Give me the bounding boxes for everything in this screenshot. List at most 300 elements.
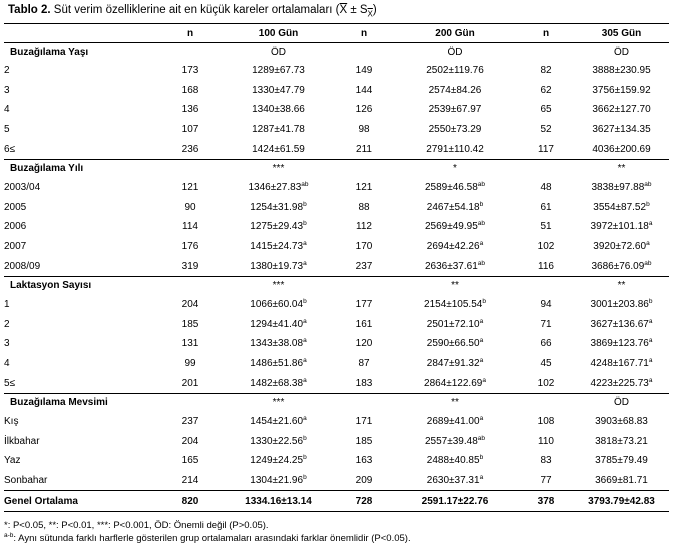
- count-cell: [336, 412, 392, 432]
- mean-cell-text: 1275±29.43: [250, 221, 304, 233]
- count-cell: [159, 471, 221, 491]
- group-letter: ab: [477, 434, 485, 442]
- table-row: [4, 256, 669, 276]
- mean-cell: [221, 139, 336, 159]
- table-row: [4, 412, 669, 432]
- group-letter: b: [479, 200, 484, 208]
- significance-cell-text: ÖD: [447, 46, 463, 58]
- mean-cell-text: 1486±51.86: [250, 358, 304, 370]
- section-header-row: [4, 43, 669, 62]
- count-cell-text: 161: [355, 318, 373, 330]
- count-cell: [518, 412, 574, 432]
- mean-cell: [574, 139, 669, 159]
- row-label-text: 2005: [4, 201, 27, 213]
- mean-cell: [221, 120, 336, 140]
- mean-cell-text: 2550±73.29: [428, 124, 482, 136]
- count-cell-text: 204: [181, 435, 199, 447]
- row-label: [4, 451, 159, 471]
- significance-cell-text: **: [451, 397, 459, 409]
- group-letter: a: [648, 220, 653, 228]
- mean-cell: [221, 373, 336, 393]
- count-cell-text: 237: [181, 416, 199, 428]
- header-cell: 305 Gün: [574, 24, 669, 43]
- count-cell: [159, 354, 221, 374]
- group-letter: b: [646, 200, 650, 208]
- empty-cell: [159, 159, 221, 178]
- count-cell: [336, 198, 392, 218]
- table-row: [4, 295, 669, 315]
- count-cell-text: 149: [355, 65, 373, 77]
- empty-cell: [518, 43, 574, 62]
- table-row: [4, 451, 669, 471]
- count-cell-text: 165: [181, 455, 199, 467]
- significance-cell: [392, 276, 518, 295]
- group-letter: b: [303, 434, 307, 442]
- significance-cell: [221, 276, 336, 295]
- count-cell-text: 185: [181, 318, 199, 330]
- row-label-text: 4: [4, 358, 10, 370]
- count-cell-text: 77: [540, 474, 552, 486]
- mean-cell: [574, 217, 669, 237]
- count-cell: [518, 451, 574, 471]
- count-cell: [518, 354, 574, 374]
- results-table-body: [4, 24, 669, 512]
- mean-cell: [392, 432, 518, 452]
- mean-cell: [392, 217, 518, 237]
- table-row: [4, 315, 669, 335]
- row-label-text: 2006: [4, 221, 27, 233]
- count-cell-text: 48: [540, 182, 552, 194]
- table-row: [4, 198, 669, 218]
- mean-cell-text: 1330±47.79: [252, 84, 305, 96]
- row-label-text: Sonbahar: [4, 474, 48, 486]
- count-cell-text: 820: [181, 495, 199, 507]
- letters-note-superscript: a-b: [4, 531, 14, 539]
- row-label-text: 3: [4, 338, 10, 350]
- mean-cell: [392, 334, 518, 354]
- count-cell-text: 173: [181, 65, 199, 77]
- table-row: [4, 237, 669, 257]
- mean-cell-text: 1424±61.59: [252, 143, 305, 155]
- count-cell: [518, 237, 574, 257]
- mean-cell-text: 3627±134.35: [592, 124, 651, 136]
- mean-cell: [392, 256, 518, 276]
- mean-cell-text: 1340±38.66: [252, 104, 305, 116]
- count-cell-text: 112: [356, 221, 372, 233]
- count-cell: [336, 237, 392, 257]
- table-row: [4, 217, 669, 237]
- header-cell: n: [159, 24, 221, 43]
- count-cell-text: 183: [355, 377, 373, 389]
- mean-cell-text: 4248±167.71: [590, 358, 649, 370]
- count-cell-text: 51: [540, 221, 552, 233]
- count-cell-text: 121: [355, 182, 373, 194]
- mean-cell-text: 3669±81.71: [595, 474, 648, 486]
- group-letter: b: [303, 473, 307, 481]
- header-cell: 200 Gün: [392, 24, 518, 43]
- table-row: [4, 432, 669, 452]
- group-letter: a: [648, 337, 653, 345]
- empty-cell: [159, 43, 221, 62]
- table-row: [4, 100, 669, 120]
- mean-cell: [574, 100, 669, 120]
- count-cell-text: 209: [355, 474, 373, 486]
- mean-cell: [221, 295, 336, 315]
- mean-cell-text: 2501±72.10: [426, 318, 480, 330]
- count-cell: [336, 81, 392, 101]
- count-cell-text: 136: [181, 104, 199, 116]
- row-label: [4, 61, 159, 81]
- group-letter: a: [479, 337, 484, 345]
- row-label: [4, 432, 159, 452]
- mean-cell: [574, 451, 669, 471]
- row-label: [4, 100, 159, 120]
- group-letter: a: [479, 317, 484, 325]
- group-letter: b: [648, 298, 653, 306]
- mean-cell-text: 2864±122.69: [424, 377, 483, 389]
- mean-cell-text: 1380±19.73: [250, 260, 304, 272]
- mean-cell: [392, 61, 518, 81]
- mean-cell-text: 2694±42.26: [426, 241, 480, 253]
- mean-cell-text: 2689±41.00: [426, 416, 480, 428]
- empty-cell: [159, 276, 221, 295]
- mean-cell: [574, 354, 669, 374]
- count-cell: [518, 120, 574, 140]
- count-cell-text: 185: [355, 435, 373, 447]
- mean-cell: [392, 237, 518, 257]
- letters-note-text: : Aynı sütunda farklı harflerle gösterilen grup ortalamaları arasındaki farklar önemlidir (P<0.05).: [13, 532, 411, 544]
- significance-cell-text: ÖD: [614, 46, 629, 58]
- significance-cell: [221, 159, 336, 178]
- section-header-row: [4, 393, 669, 412]
- mean-cell-text: 3662±127.70: [592, 104, 651, 116]
- section-title-text: Buzağılama Mevsimi: [10, 397, 108, 409]
- count-cell-text: 211: [356, 143, 372, 155]
- count-cell: [518, 61, 574, 81]
- count-cell: [159, 81, 221, 101]
- count-cell-text: 90: [184, 201, 196, 213]
- count-cell-text: 214: [181, 474, 199, 486]
- mean-cell: [392, 491, 518, 512]
- count-cell-text: 378: [537, 495, 555, 507]
- row-label-text: İlkbahar: [4, 435, 40, 447]
- significance-cell-text: ÖD: [271, 46, 286, 58]
- count-cell: [336, 100, 392, 120]
- total-row: [4, 491, 669, 512]
- count-cell-text: 728: [355, 495, 373, 507]
- mean-cell: [574, 61, 669, 81]
- mean-cell: [221, 491, 336, 512]
- mean-cell-text: 2488±40.85: [426, 455, 480, 467]
- mean-cell: [392, 315, 518, 335]
- count-cell: [336, 178, 392, 198]
- row-label-text: Kış: [4, 416, 19, 428]
- mean-cell-text: 1304±21.96: [250, 474, 304, 486]
- row-label: [4, 295, 159, 315]
- row-label-text: 5≤: [4, 377, 16, 389]
- row-label-text: 2008/09: [4, 260, 41, 272]
- mean-cell: [574, 295, 669, 315]
- mean-cell: [392, 354, 518, 374]
- mean-cell: [574, 491, 669, 512]
- count-cell: [159, 295, 221, 315]
- count-cell-text: 99: [184, 358, 196, 370]
- count-cell-text: 114: [182, 221, 198, 233]
- row-label-text: 1: [4, 299, 10, 311]
- mean-cell-text: 4036±200.69: [592, 143, 651, 155]
- mean-cell: [574, 315, 669, 335]
- table-row: [4, 334, 669, 354]
- count-cell-text: 102: [537, 241, 555, 253]
- table-row: [4, 81, 669, 101]
- mean-cell: [392, 471, 518, 491]
- count-cell-text: 116: [538, 260, 554, 272]
- group-letter: ab: [477, 220, 485, 228]
- mean-cell-text: 2574±84.26: [428, 84, 482, 96]
- section-title-text: Buzağılama Yılı: [10, 163, 84, 175]
- count-cell: [518, 295, 574, 315]
- count-cell-text: 83: [540, 455, 552, 467]
- row-label-text: 3: [4, 84, 10, 96]
- count-cell: [336, 334, 392, 354]
- group-letter: ab: [477, 181, 485, 189]
- significance-cell: [392, 393, 518, 412]
- empty-cell: [336, 43, 392, 62]
- mean-cell-text: 2539±67.97: [428, 104, 482, 116]
- mean-cell: [574, 334, 669, 354]
- group-letter: b: [303, 220, 307, 228]
- count-cell: [518, 139, 574, 159]
- mean-cell: [221, 354, 336, 374]
- mean-cell-text: 1066±60.04: [250, 299, 304, 311]
- row-label-text: Yaz: [4, 455, 21, 467]
- count-cell: [159, 139, 221, 159]
- count-cell: [159, 237, 221, 257]
- mean-cell: [221, 451, 336, 471]
- mean-cell: [574, 432, 669, 452]
- header-cell: n: [336, 24, 392, 43]
- count-cell-text: 237: [355, 260, 373, 272]
- table-caption: [8, 4, 377, 18]
- mean-cell-text: 1249±24.25: [250, 455, 304, 467]
- count-cell-text: 126: [355, 104, 373, 116]
- row-label: [4, 471, 159, 491]
- count-cell-text: 94: [540, 299, 552, 311]
- count-cell: [159, 198, 221, 218]
- count-cell-text: 163: [355, 455, 373, 467]
- mean-cell-text: 1346±27.83: [248, 182, 302, 194]
- count-cell: [159, 373, 221, 393]
- count-cell: [336, 315, 392, 335]
- mean-cell-text: 2557±39.48: [425, 435, 478, 447]
- significance-cell: [574, 159, 669, 178]
- count-cell: [518, 81, 574, 101]
- count-cell: [159, 451, 221, 471]
- count-cell: [159, 412, 221, 432]
- mean-cell-text: 1415±24.73: [250, 241, 304, 253]
- count-cell: [518, 373, 574, 393]
- mean-cell-text: 3818±73.21: [595, 435, 648, 447]
- mean-cell-text: 3920±72.60: [593, 241, 647, 253]
- count-cell-text: 236: [181, 143, 199, 155]
- mean-cell: [392, 139, 518, 159]
- mean-cell-text: 2467±54.18: [426, 201, 480, 213]
- significance-cell-text: **: [451, 280, 459, 292]
- caption-formula-mean: $\overline{X}$: [339, 4, 348, 16]
- empty-cell: [336, 393, 392, 412]
- count-cell: [336, 217, 392, 237]
- group-letter: a: [303, 259, 307, 267]
- group-letter: b: [482, 298, 486, 306]
- mean-cell-text: 3756±159.92: [592, 84, 651, 96]
- group-letter: ab: [644, 181, 652, 189]
- count-cell: [336, 354, 392, 374]
- mean-cell-text: 1287±41.78: [252, 124, 305, 136]
- group-letter: a: [646, 240, 650, 248]
- count-cell: [518, 471, 574, 491]
- mean-cell: [221, 237, 336, 257]
- total-label-text: Genel Ortalama: [4, 495, 78, 507]
- group-letter: a: [648, 357, 653, 365]
- count-cell-text: 45: [540, 358, 552, 370]
- significance-cell-text: ***: [272, 280, 285, 292]
- count-cell-text: 171: [355, 416, 373, 428]
- table-row: [4, 139, 669, 159]
- mean-cell-text: 3686±76.09: [591, 260, 645, 272]
- mean-cell: [221, 315, 336, 335]
- mean-cell: [574, 412, 669, 432]
- group-letter: a: [303, 357, 307, 365]
- mean-cell: [392, 295, 518, 315]
- count-cell-text: 120: [355, 338, 373, 350]
- mean-cell-text: 2636±37.61: [425, 260, 478, 272]
- group-letter: b: [303, 298, 307, 306]
- row-label: [4, 120, 159, 140]
- count-cell: [336, 139, 392, 159]
- table-row: [4, 61, 669, 81]
- row-label: [4, 412, 159, 432]
- significance-cell-text: *: [453, 163, 457, 175]
- mean-cell-text: 3972±101.18: [590, 221, 649, 233]
- count-cell-text: 204: [181, 299, 199, 311]
- table-row: [4, 120, 669, 140]
- mean-cell: [574, 198, 669, 218]
- header-cell: n: [518, 24, 574, 43]
- mean-cell: [574, 120, 669, 140]
- group-letter: b: [479, 454, 484, 462]
- count-cell: [336, 432, 392, 452]
- count-cell-text: 107: [181, 124, 199, 136]
- group-letter: a: [479, 357, 484, 365]
- table-row: [4, 471, 669, 491]
- mean-cell: [574, 471, 669, 491]
- header-cell: 100 Gün: [221, 24, 336, 43]
- count-cell: [159, 120, 221, 140]
- mean-cell-text: 3869±123.76: [590, 338, 649, 350]
- mean-cell: [221, 100, 336, 120]
- mean-cell: [392, 120, 518, 140]
- mean-cell: [574, 237, 669, 257]
- table-row: [4, 373, 669, 393]
- group-letter: a: [648, 376, 653, 384]
- mean-cell-text: 2630±37.31: [426, 474, 480, 486]
- row-label-text: 4: [4, 104, 10, 116]
- mean-cell-text: 3903±68.83: [595, 416, 648, 428]
- group-letter: b: [303, 454, 307, 462]
- count-cell: [336, 471, 392, 491]
- significance-cell-text: **: [617, 163, 626, 175]
- significance-cell: [392, 159, 518, 178]
- row-label-text: 2007: [4, 241, 27, 253]
- count-cell-text: 98: [358, 124, 370, 136]
- count-cell-text: 121: [181, 182, 199, 194]
- group-letter: b: [303, 200, 307, 208]
- count-cell: [159, 178, 221, 198]
- group-letter: a: [303, 337, 307, 345]
- row-label: [4, 373, 159, 393]
- mean-cell-text: 3554±87.52: [593, 201, 647, 213]
- significance-cell-text: ÖD: [614, 397, 629, 409]
- mean-cell-text: 1289±67.73: [252, 65, 305, 77]
- mean-cell-text: 3785±79.49: [595, 455, 648, 467]
- empty-cell: [518, 276, 574, 295]
- count-cell-text: 62: [540, 84, 552, 96]
- mean-cell: [221, 217, 336, 237]
- mean-cell: [392, 412, 518, 432]
- count-cell: [159, 491, 221, 512]
- count-cell: [159, 315, 221, 335]
- row-label-text: 6≤: [4, 143, 16, 155]
- caption-formula-pm: ± S: [347, 4, 368, 16]
- count-cell: [159, 61, 221, 81]
- mean-cell: [392, 451, 518, 471]
- group-letter: a: [303, 240, 307, 248]
- significance-cell: [574, 393, 669, 412]
- letters-note: [4, 533, 411, 546]
- count-cell-text: 131: [181, 338, 199, 350]
- significance-cell: [574, 276, 669, 295]
- count-cell: [518, 491, 574, 512]
- mean-cell-text: 1334.16±13.14: [245, 495, 312, 507]
- table-row: [4, 354, 669, 374]
- empty-cell: [518, 393, 574, 412]
- count-cell-text: 108: [537, 416, 555, 428]
- mean-cell: [221, 412, 336, 432]
- mean-cell-text: 1343±38.08: [250, 338, 304, 350]
- count-cell-text: 170: [355, 241, 373, 253]
- count-cell-text: 71: [540, 318, 552, 330]
- count-cell-text: 82: [540, 65, 552, 77]
- count-cell: [336, 256, 392, 276]
- mean-cell-text: 2502±119.76: [426, 65, 484, 77]
- row-label-text: 2: [4, 65, 10, 77]
- section-header-row: [4, 276, 669, 295]
- count-cell: [518, 217, 574, 237]
- significance-cell-text: ***: [272, 163, 285, 175]
- header-cell: [4, 24, 159, 43]
- section-title: [4, 393, 159, 412]
- count-cell: [336, 295, 392, 315]
- mean-cell: [221, 198, 336, 218]
- count-cell-text: 65: [540, 104, 552, 116]
- row-label: [4, 315, 159, 335]
- mean-cell: [221, 432, 336, 452]
- row-label: [4, 81, 159, 101]
- significance-cell: [221, 43, 336, 62]
- count-cell-text: 66: [540, 338, 552, 350]
- row-label: [4, 354, 159, 374]
- empty-cell: [159, 393, 221, 412]
